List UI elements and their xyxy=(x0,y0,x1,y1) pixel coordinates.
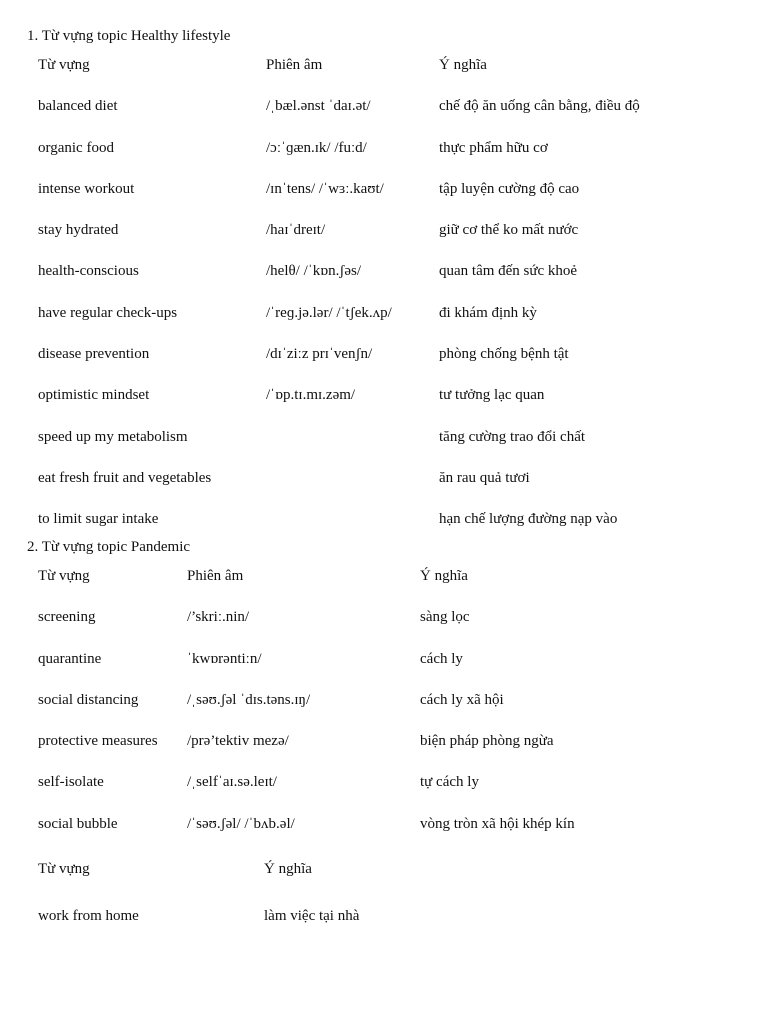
pronunciation-cell: /ˌselfˈaɪ.sə.leɪt/ xyxy=(187,774,277,791)
pandemic-table xyxy=(38,568,720,857)
pronunciation-cell xyxy=(266,511,439,552)
meaning-cell: quan tâm đến sức khoẻ xyxy=(439,263,578,280)
table-row xyxy=(38,98,739,139)
table-header-row xyxy=(38,57,739,98)
table-row xyxy=(38,346,739,387)
pronunciation-cell: /prə’tektiv mezə/ xyxy=(187,733,289,750)
table-row xyxy=(38,387,739,428)
pronunciation-cell: /helθ/ /ˈkɒn.ʃəs/ xyxy=(266,263,362,280)
pronunciation-cell: /ˌbæl.ənst ˈdaɪ.ət/ xyxy=(266,98,371,115)
table-header-row xyxy=(38,861,564,908)
header-meaning: Ý nghĩa xyxy=(439,57,487,73)
meaning-cell: hạn chế lượng đường nạp vào xyxy=(439,511,618,528)
vocab-cell: self-isolate xyxy=(38,774,104,791)
vocab-cell: organic food xyxy=(38,139,114,156)
vocab-cell: intense workout xyxy=(38,180,135,197)
meaning-cell: cách ly xã hội xyxy=(420,691,504,708)
pandemic-extra-table xyxy=(38,861,564,955)
table-row xyxy=(38,651,720,692)
meaning-cell: chế độ ăn uống cân bằng, điều độ xyxy=(439,98,640,115)
pronunciation-cell: /ˌsəʊ.ʃəl ˈdɪs.təns.ɪŋ/ xyxy=(187,691,311,708)
vocab-cell: balanced diet xyxy=(38,98,118,115)
vocab-cell: social distancing xyxy=(38,691,139,708)
header-pronunciation: Phiên âm xyxy=(187,568,244,584)
meaning-cell: đi khám định kỳ xyxy=(439,304,537,321)
meaning-cell: sàng lọc xyxy=(420,609,470,626)
table-row xyxy=(38,305,739,346)
meaning-cell: thực phẩm hữu cơ xyxy=(439,139,548,156)
pronunciation-cell: /dɪˈziːz prɪˈvenʃn/ xyxy=(266,346,373,363)
meaning-cell: giữ cơ thể ko mất nước xyxy=(439,222,579,239)
pronunciation-cell: /ɪnˈtens/ /ˈwɜː.kaʊt/ xyxy=(266,180,384,197)
table-row xyxy=(38,140,739,181)
meaning-cell: cách ly xyxy=(420,650,463,667)
vocab-cell: health-conscious xyxy=(38,263,139,280)
table-row xyxy=(38,470,739,511)
header-meaning: Ý nghĩa xyxy=(420,568,468,584)
pronunciation-cell: /ˈɒp.tɪ.mɪ.zəm/ xyxy=(266,387,356,404)
table-row xyxy=(38,733,720,774)
vocab-cell: eat fresh fruit and vegetables xyxy=(38,469,212,486)
meaning-cell: phòng chống bệnh tật xyxy=(439,346,569,363)
vocab-cell: have regular check-ups xyxy=(38,304,178,321)
vocab-cell: disease prevention xyxy=(38,346,150,363)
meaning-cell: tăng cường trao đổi chất xyxy=(439,428,586,445)
pronunciation-cell xyxy=(266,470,439,511)
table-row xyxy=(38,692,720,733)
meaning-cell: tập luyện cường độ cao xyxy=(439,180,580,197)
vocab-cell: speed up my metabolism xyxy=(38,428,188,445)
pronunciation-cell: /ɔːˈɡæn.ɪk/ /fuːd/ xyxy=(266,139,367,156)
vocab-cell: to limit sugar intake xyxy=(38,511,159,528)
vocab-cell: work from home xyxy=(38,908,139,924)
meaning-cell: vòng tròn xã hội khép kín xyxy=(420,815,575,832)
pronunciation-cell: /haɪˈdreɪt/ xyxy=(266,222,326,239)
meaning-cell: tự cách ly xyxy=(420,774,479,791)
table-row xyxy=(38,222,739,263)
pronunciation-cell xyxy=(266,429,439,470)
vocab-cell: social bubble xyxy=(38,815,118,832)
table-row xyxy=(38,908,564,955)
header-meaning: Ý nghĩa xyxy=(264,861,312,877)
meaning-cell: biện pháp phòng ngừa xyxy=(420,733,554,750)
header-pronunciation: Phiên âm xyxy=(266,57,323,73)
meaning-cell: ăn rau quả tươi xyxy=(439,469,530,486)
table-row xyxy=(38,263,739,304)
vocab-cell: protective measures xyxy=(38,733,158,750)
table-row xyxy=(38,181,739,222)
table-row xyxy=(38,774,720,815)
meaning-cell: tư tưởng lạc quan xyxy=(439,387,545,404)
header-vocabulary: Từ vựng xyxy=(38,568,90,584)
vocab-cell: screening xyxy=(38,609,96,626)
pronunciation-cell: /ˈreɡ.jə.lər/ /ˈtʃek.ʌp/ xyxy=(266,304,392,321)
vocab-cell: optimistic mindset xyxy=(38,387,150,404)
table-row xyxy=(38,816,720,857)
section-2-title: 2. Từ vựng topic Pandemic xyxy=(27,539,191,555)
header-vocabulary: Từ vựng xyxy=(38,57,90,73)
table-header-row xyxy=(38,568,720,609)
vocab-cell: stay hydrated xyxy=(38,222,119,239)
table-row xyxy=(38,609,720,650)
table-row xyxy=(38,429,739,470)
pronunciation-cell: /’skriː.nin/ xyxy=(187,609,250,626)
meaning-cell: làm việc tại nhà xyxy=(264,908,360,924)
pronunciation-cell: ˈkwɒrəntiːn/ xyxy=(187,650,262,667)
vocab-cell: quarantine xyxy=(38,650,102,667)
header-vocabulary: Từ vựng xyxy=(38,861,90,877)
healthy-lifestyle-table xyxy=(38,57,739,553)
section-1-title: 1. Từ vựng topic Healthy lifestyle xyxy=(27,28,231,44)
pronunciation-cell: /ˈsəʊ.ʃəl/ /ˈbʌb.əl/ xyxy=(187,815,295,832)
